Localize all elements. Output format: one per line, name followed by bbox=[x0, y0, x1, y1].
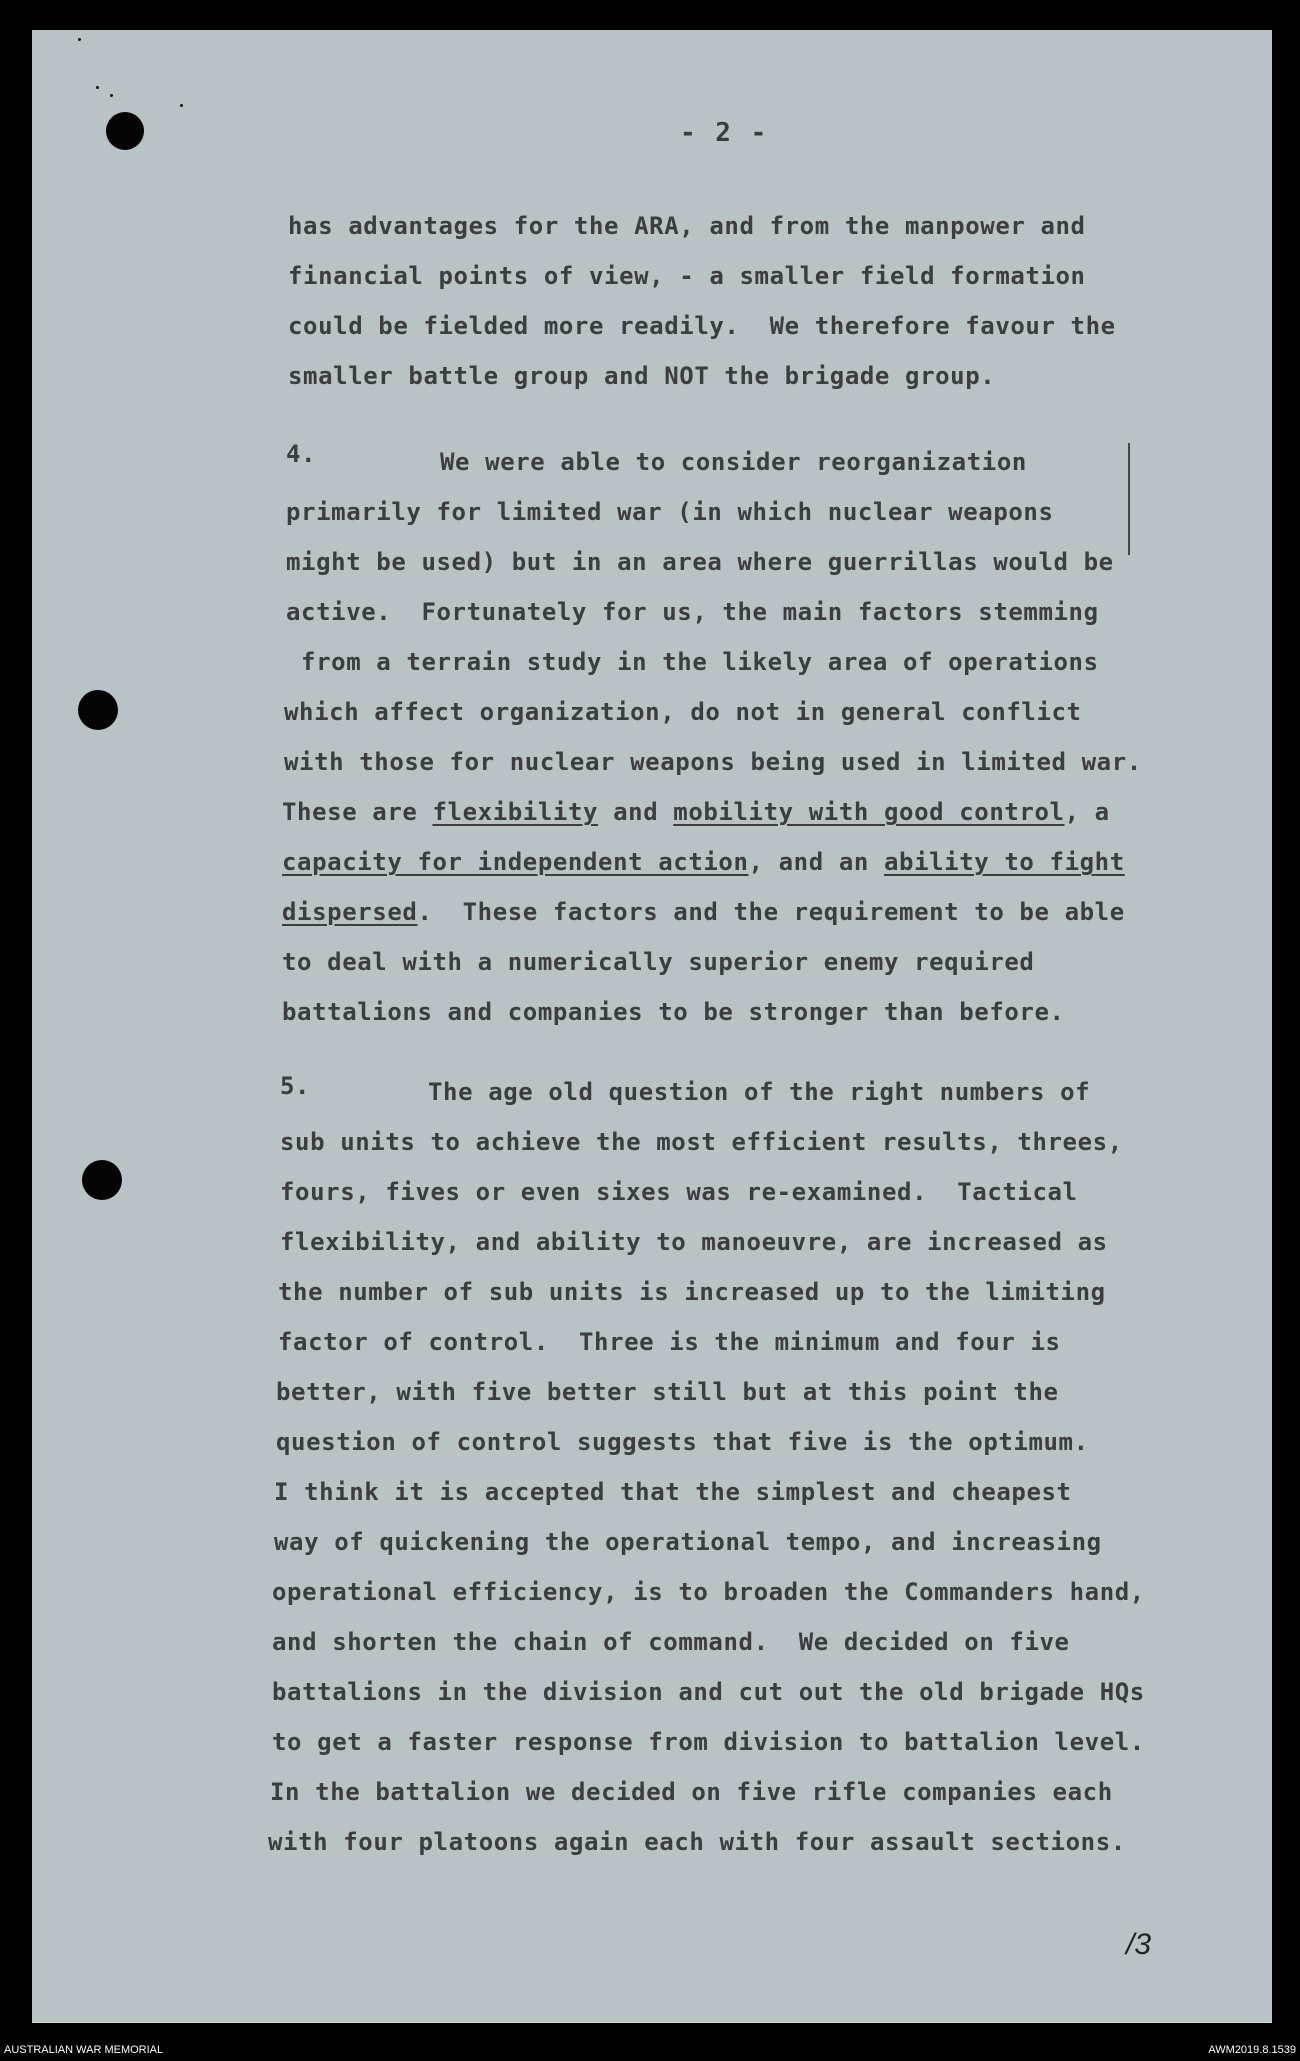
text-line: way of quickening the operational tempo, and increasing bbox=[274, 1528, 1102, 1556]
text-span: . These factors and the requirement to be able bbox=[417, 898, 1125, 926]
text-line: battalions and companies to be stronger than before. bbox=[282, 998, 1065, 1026]
text-line: active. Fortunately for us, the main factors stemming bbox=[286, 598, 1099, 626]
text-line: to deal with a numerically superior enemy required bbox=[282, 948, 1035, 976]
text-span: These are bbox=[282, 798, 433, 826]
text-line bbox=[282, 798, 1110, 826]
paragraph-number: 4. bbox=[286, 440, 317, 468]
text-line: to get a faster response from division to battalion level. bbox=[272, 1728, 1145, 1756]
footer-accession: AWM2019.8.1539 bbox=[1208, 2044, 1296, 2056]
text-line: battalions in the division and cut out the old brigade HQs bbox=[272, 1678, 1145, 1706]
underlined-term: ability to fight bbox=[883, 848, 1125, 876]
text-line: better, with five better still but at this point the bbox=[276, 1378, 1059, 1406]
text-line: factor of control. Three is the minimum and four is bbox=[278, 1328, 1061, 1356]
underlined-term: flexibility bbox=[432, 798, 599, 826]
text-line: smaller battle group and NOT the brigade group. bbox=[288, 362, 996, 390]
page-number: - 2 - bbox=[680, 118, 769, 148]
text-span: and bbox=[598, 798, 674, 826]
paper-speck bbox=[110, 94, 113, 97]
underlined-term: dispersed bbox=[282, 898, 418, 926]
paragraph-number: 5. bbox=[280, 1072, 311, 1100]
text-line: the number of sub units is increased up to the limiting bbox=[278, 1278, 1106, 1306]
punch-hole-middle bbox=[78, 690, 118, 730]
handwritten-folio: /3 bbox=[1126, 1928, 1152, 1961]
paper-speck bbox=[96, 86, 99, 89]
punch-hole-top bbox=[106, 112, 144, 150]
text-line: fours, fives or even sixes was re-examined. Tactical bbox=[280, 1178, 1078, 1206]
text-line: I think it is accepted that the simplest and cheapest bbox=[274, 1478, 1072, 1506]
text-line: The age old question of the right numbers of bbox=[428, 1078, 1091, 1106]
text-span: , a bbox=[1064, 798, 1110, 826]
text-line: We were able to consider reorganization bbox=[440, 448, 1027, 476]
text-line: question of control suggests that five is the optimum. bbox=[276, 1428, 1089, 1456]
text-line: operational efficiency, is to broaden the Commanders hand, bbox=[272, 1578, 1145, 1606]
text-line: with those for nuclear weapons being used in limited war. bbox=[284, 748, 1142, 776]
text-line: could be fielded more readily. We therefore favour the bbox=[288, 312, 1116, 340]
underlined-term: capacity for independent action bbox=[282, 848, 749, 876]
footer-credit: AUSTRALIAN WAR MEMORIAL bbox=[4, 2044, 164, 2056]
text-line bbox=[282, 898, 1125, 926]
paper-speck bbox=[180, 104, 183, 107]
text-line bbox=[282, 848, 1125, 876]
text-line: sub units to achieve the most efficient results, threes, bbox=[280, 1128, 1123, 1156]
punch-hole-lower bbox=[82, 1160, 122, 1200]
text-line: with four platoons again each with four assault sections. bbox=[268, 1828, 1126, 1856]
paper-speck bbox=[78, 38, 81, 41]
text-line: has advantages for the ARA, and from the manpower and bbox=[288, 212, 1086, 240]
text-line: primarily for limited war (in which nuclear weapons bbox=[286, 498, 1054, 526]
underlined-term: mobility with good control bbox=[673, 798, 1065, 826]
text-line: which affect organization, do not in general conflict bbox=[284, 698, 1082, 726]
margin-mark bbox=[1128, 443, 1130, 555]
text-line: might be used) but in an area where guerrillas would be bbox=[286, 548, 1114, 576]
text-line: financial points of view, - a smaller field formation bbox=[288, 262, 1086, 290]
text-span: , and an bbox=[748, 848, 884, 876]
text-line: from a terrain study in the likely area of operations bbox=[286, 648, 1099, 676]
text-line: and shorten the chain of command. We decided on five bbox=[272, 1628, 1070, 1656]
text-line: flexibility, and ability to manoeuvre, are increased as bbox=[280, 1228, 1108, 1256]
text-line: In the battalion we decided on five rifle companies each bbox=[270, 1778, 1113, 1806]
